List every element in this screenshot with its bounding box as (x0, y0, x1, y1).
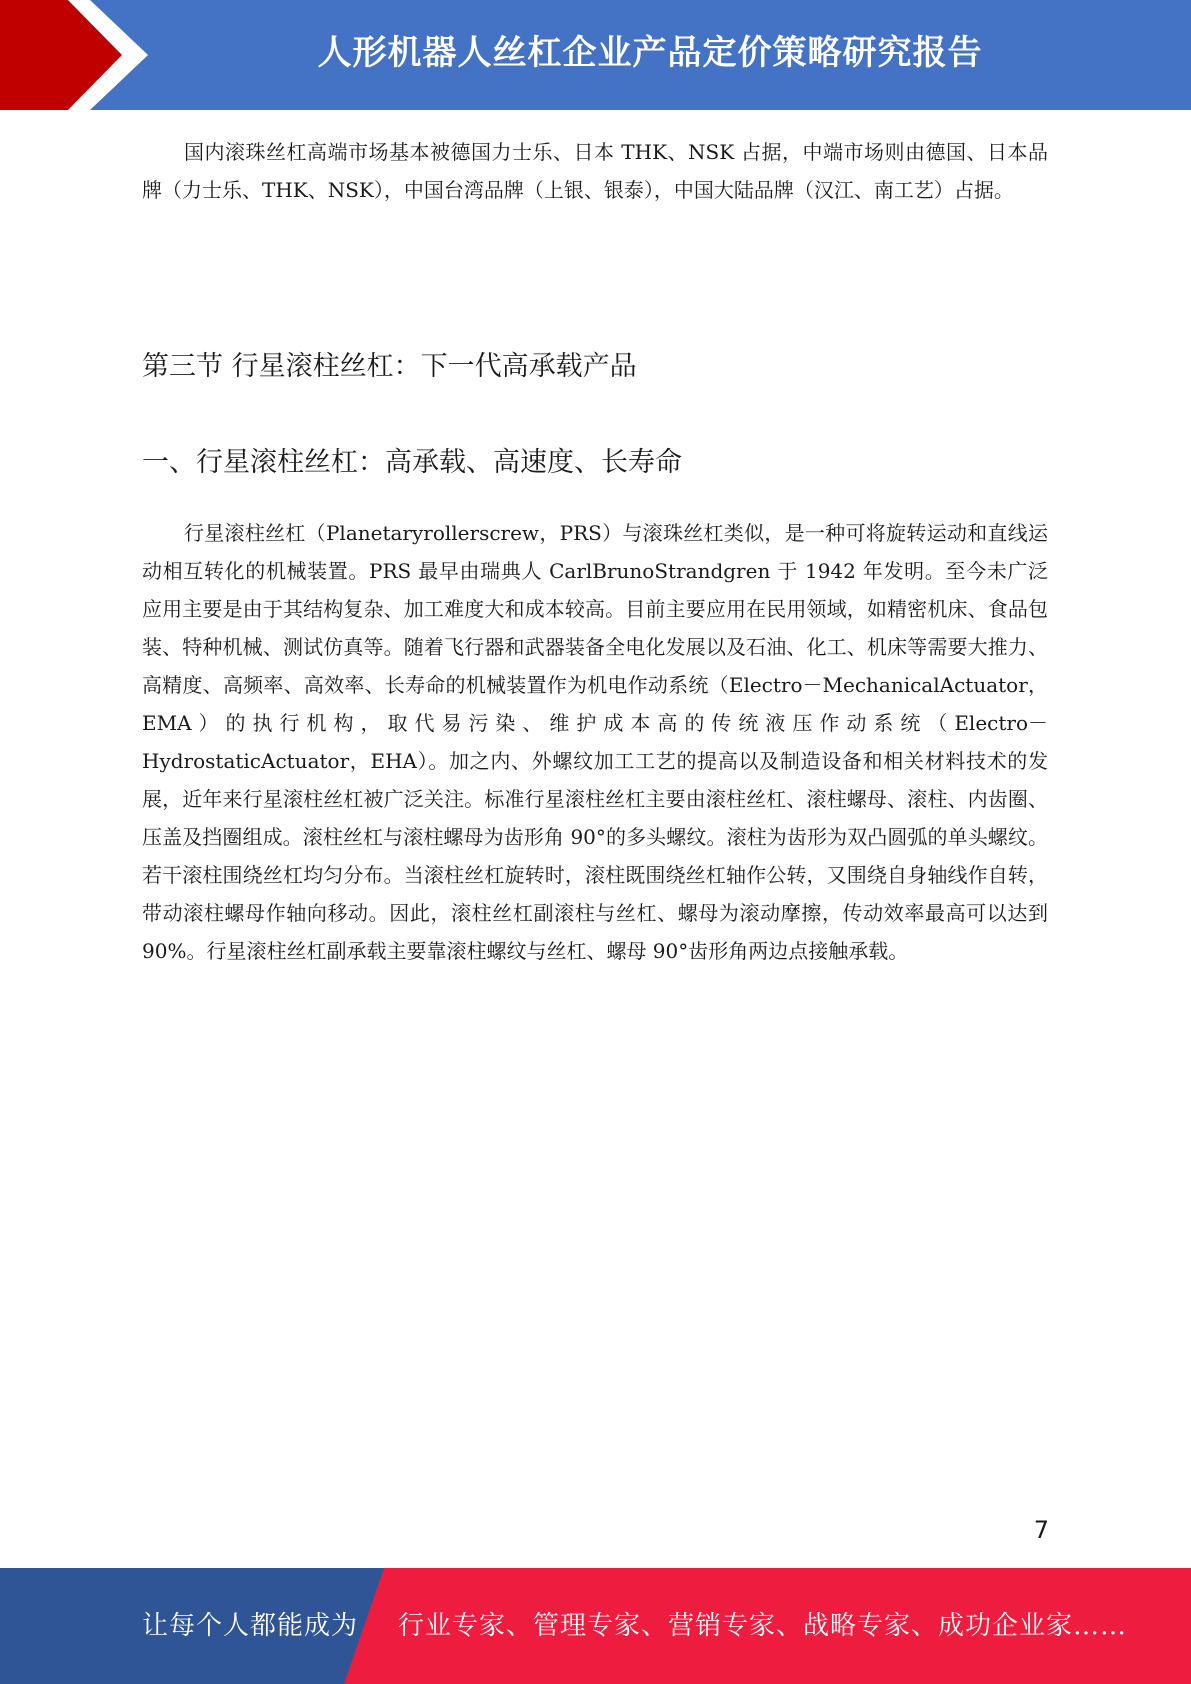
intro-section (142, 133, 1048, 209)
report-title: 人形机器人丝杠企业产品定价策略研究报告 (317, 33, 983, 73)
section-title: 第三节 行星滚柱丝杠：下一代高承载产品 (142, 351, 637, 382)
intro-paragraph: 国内滚珠丝杠高端市场基本被德国力士乐、日本 THK、NSK 占据，中端市场则由德国、日本品牌（力士乐、THK、NSK），中国台湾品牌（上银、银泰），中国大陆品牌（汉江、南工艺）占据。 (142, 140, 1048, 202)
footer-banner (0, 1568, 1191, 1684)
page-number: 7 (1033, 1516, 1049, 1544)
main-paragraph: 行星滚柱丝杠（Planetaryrollerscrew，PRS）与滚珠丝杠类似，是一种可将旋转运动和直线运动相互转化的机械装置。PRS 最早由瑞典人 CarlBrunoStrandgren 于 1942 年发明。至今未广泛应用主要是由于其结构复杂、加工难度大和成本较高。目前主要应用在民用领域，如精密机床、食品包装、特种机械、测试仿真等。随着飞行器和武器装备全电化发展以及石油、化工、机床等需要大推力、高精度、高频率、高效率、长寿命的机械装置作为机电作动系统（Electro－MechanicalActuator，EMA）的执行机构，取代易污染、维护成本高的传统液压作动系统（Electro－HydrostaticActuator，EHA）。加之内、外螺纹加工工艺的提高以及制造设备和相关材料技术的发展，近年来行星滚柱丝杠被广泛关注。标准行星滚柱丝杠主要由滚柱丝杠、滚柱螺母、滚柱、内齿圈、压盖及挡圈组成。滚柱丝杠与滚柱螺母为齿形角 90°的多头螺纹。滚柱为齿形为双凸圆弧的单头螺纹。若干滚柱围绕丝杠均匀分布。当滚柱丝杠旋转时，滚柱既围绕丝杠轴作公转，又围绕自身轴线作自转，带动滚柱螺母作轴向移动。因此，滚柱丝杠副滚柱与丝杠、螺母为滚动摩擦，传动效率最高可以达到 90%。行星滚柱丝杠副承载主要靠滚柱螺纹与丝杠、螺母 90°齿形角两边点接触承载。 (142, 521, 1048, 963)
header-arrow-decoration (0, 0, 160, 110)
main-section (142, 514, 1048, 970)
header-banner (0, 0, 1191, 110)
footer-slogan-left: 让每个人都能成为 (142, 1611, 359, 1641)
footer-slogan-right: 行业专家、管理专家、营销专家、战略专家、成功企业家…… (398, 1611, 1128, 1641)
subsection-title: 一、行星滚柱丝杠：高承载、高速度、长寿命 (142, 447, 682, 478)
